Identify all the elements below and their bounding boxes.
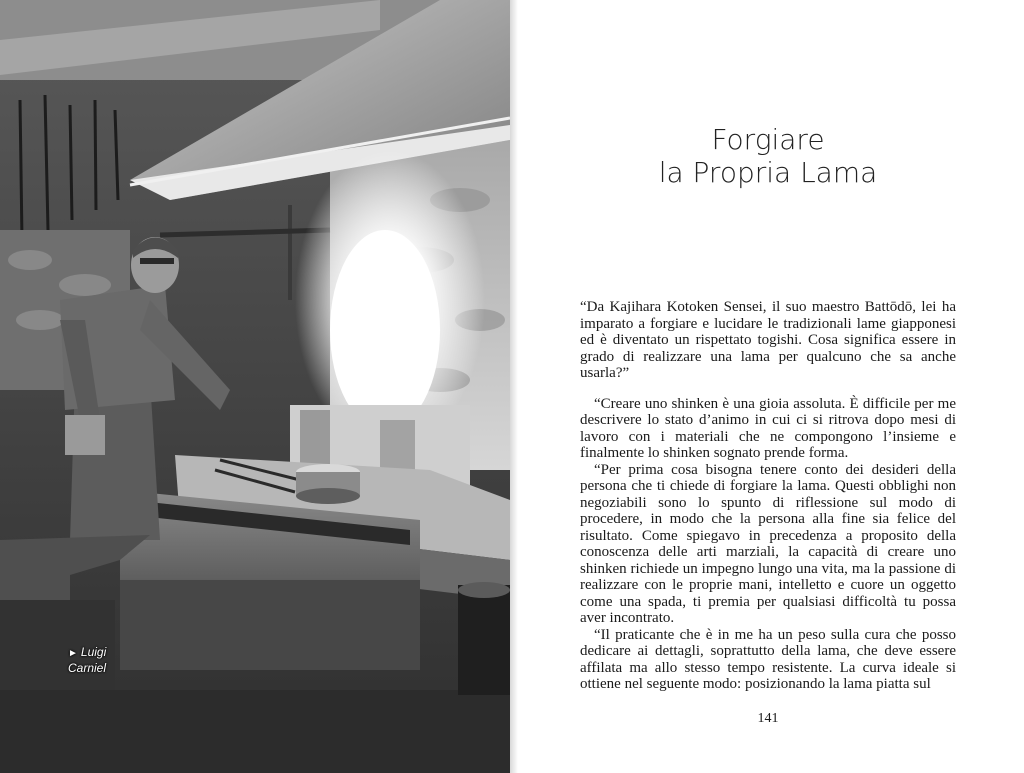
- body-paragraph: “Da Kajihara Kotoken Sensei, il suo maestro Battōdō, lei ha imparato a forgiare e lucidare le tradizionali lame giapponesi ed è diventato un rispettato togishi. Cosa significa essere in grado di realizzare una lama per qualcuno che sa anche usarla?”: [580, 299, 956, 381]
- book-gutter: [510, 0, 518, 773]
- chapter-title-line-1: Forgiare: [711, 123, 825, 156]
- body-paragraph: “Creare uno shinken è una gioia assoluta. È difficile per me descrivere lo stato d’animo in cui ci si ritrova dopo mesi di lavoro con i materiali che ne compongono l’insieme e finalmente lo shinken sognato prende forma.: [580, 395, 956, 461]
- credit-last-name: Carniel: [68, 661, 107, 675]
- credit-arrow-icon: ►: [68, 648, 78, 659]
- page-number: 141: [757, 711, 779, 726]
- credit-first-name: Luigi: [80, 645, 107, 659]
- body-paragraph: “Per prima cosa bisogna tenere conto dei desideri della persona che ti chiede di forgiare la lama. Questi obblighi non negoziabili sono lo spunto di riflessione sul modo di procedere, in modo che la persona alla fine sia felice del risultato. Come spiegavo in precedenza a proposito della conoscenza delle arti marziali, la capacità di creare uno shinken richiede un impegno lungo una vita, ma la passione di realizzare con le proprie mani, intelletto e cuore un oggetto come una spada, ti premia per qualsiasi difficoltà tu possa aver incontrato.: [580, 461, 956, 626]
- chapter-title: [518, 123, 1018, 189]
- chapter-title-line-2: la Propria Lama: [658, 156, 878, 189]
- text-page: [518, 0, 1024, 773]
- body-text: [580, 299, 956, 693]
- body-paragraph: “Il praticante che è in me ha un peso sulla cura che posso dedicare ai dettagli, soprattutto della lama, che deve essere affilata ma allo stesso tempo resistente. La curva ideale si ottiene nel seguente modo: posizionando la lama piatta sul: [580, 626, 956, 692]
- photo-page: [0, 0, 510, 773]
- photo-credit: [68, 645, 106, 675]
